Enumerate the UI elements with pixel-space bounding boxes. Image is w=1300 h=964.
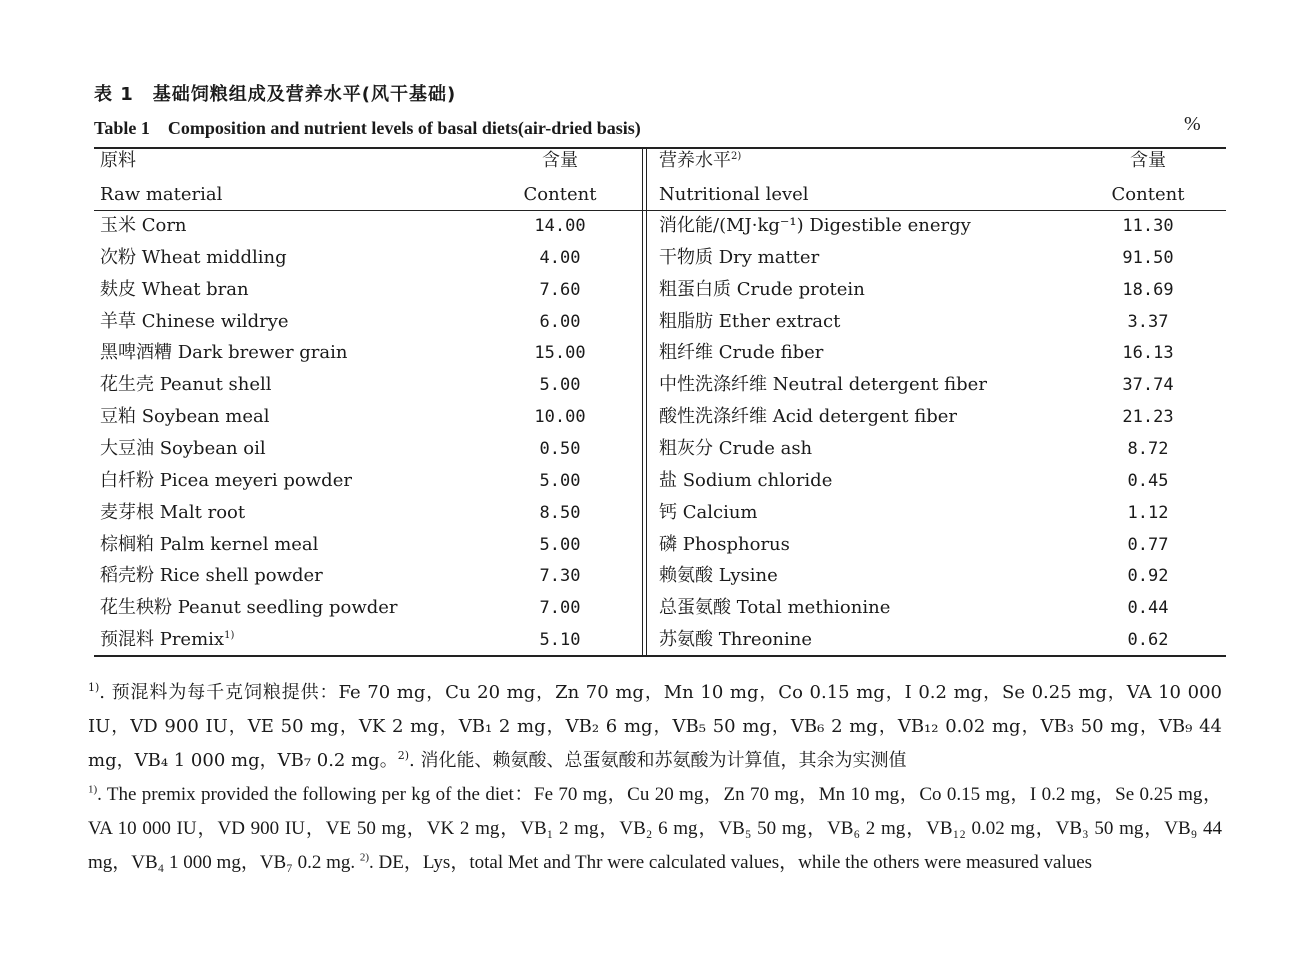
ingredient-amount-cell-text: 14.00 [534, 216, 586, 236]
ingredient-amount-cell-text: 10.00 [534, 407, 586, 427]
nutrient-level-cell [1094, 215, 1202, 237]
ingredient-cell-text: 花生秧粉 Peanut seedling powder [100, 597, 398, 618]
nutrient-level-cell [1094, 247, 1202, 269]
table-bottom-rule [94, 655, 1226, 657]
nutrient-cell-text: 钙 Calcium [659, 502, 758, 523]
nutrient-level-cell-text: 16.13 [1122, 343, 1174, 363]
footnote-cn-premix: . 预混料为每千克饲粮提供：Fe 70 mg，Cu 20 mg，Zn 70 mg，Mn 10 mg，Co 0.15 mg，I 0.2 mg，Se 0.25 mg，VA 10 000 IU，VD 900 IU，VE 50 mg，VK 2 mg，VB₁ 2 mg，VB₂ 6 mg，VB₅ 50 mg，VB₆ 2 mg，VB₁₂ 0.02 mg，VB₃ 50 mg，VB₉ 44 mg，VB₄ 1 000 mg，VB₇ 0.2 mg。 [88, 682, 1222, 771]
nutrient-level-cell-text: 37.74 [1122, 375, 1174, 395]
nutrient-level-cell-text: 0.77 [1127, 535, 1169, 555]
nutrient-cell-text: 酸性洗涤纤维 Acid detergent fiber [659, 406, 957, 427]
nutrient-level-cell [1094, 406, 1202, 428]
nutrient-cell [659, 311, 840, 333]
ingredient-cell-text: 预混料 Premix [100, 629, 225, 650]
ingredient-cell [100, 247, 287, 269]
header-nutritional-level-cn-text: 营养水平 [659, 150, 731, 171]
ingredient-amount-cell [506, 629, 614, 651]
ingredient-amount-cell-text: 4.00 [539, 248, 581, 268]
nutrient-cell-text: 粗蛋白质 Crude protein [659, 279, 865, 300]
ingredient-amount-cell [506, 215, 614, 237]
ingredient-amount-cell-text: 7.00 [539, 598, 581, 618]
nutrient-level-cell [1094, 629, 1202, 651]
footnote-marker: 2) [397, 749, 409, 762]
nutrient-level-cell [1094, 534, 1202, 556]
footnote-en-premix: . The premix provided the following per kg of the diet：Fe 70 mg，Cu 20 mg，Zn 70 mg，Mn 10 mg，Co 0.15 mg，I 0.2 mg，Se 0.25 mg，VA 10 000 IU，VD 900 IU，VE 50 mg，VK 2 mg，VB₁ 2 mg，VB₂ 6 mg，VB₅ 50 mg，VB₆ 2 mg，VB₁₂ 0.02 mg，VB₃ 50 mg，VB₉ 44 mg，VB₄ 1 000 mg，VB₇ 0.2 mg. [88, 784, 1222, 873]
ingredient-amount-cell-text: 5.00 [539, 535, 581, 555]
footnote-marker: 1) [224, 630, 235, 641]
ingredient-amount-cell [506, 406, 614, 428]
nutrient-level-cell-text: 1.12 [1127, 503, 1169, 523]
ingredient-amount-cell-text: 7.30 [539, 566, 581, 586]
header-nutritional-level-cn [659, 150, 741, 172]
table-footnotes [88, 676, 1222, 880]
nutrient-cell-text: 粗纤维 Crude fiber [659, 342, 824, 363]
ingredient-cell-text: 玉米 Corn [100, 215, 187, 236]
header-level-content-cn: 含量 [1130, 150, 1166, 171]
nutrient-cell-text: 磷 Phosphorus [659, 534, 790, 555]
nutrient-level-cell-text: 8.72 [1127, 439, 1169, 459]
footnote-en [88, 778, 1222, 880]
ingredient-amount-cell [506, 597, 614, 619]
column-group-separator [642, 149, 647, 655]
nutrient-cell [659, 279, 865, 301]
ingredient-cell [100, 374, 272, 396]
nutrient-cell-text: 盐 Sodium chloride [659, 470, 833, 491]
ingredient-amount-cell [506, 374, 614, 396]
nutrient-level-cell-text: 3.37 [1127, 312, 1169, 332]
ingredient-cell-text: 花生壳 Peanut shell [100, 374, 272, 395]
ingredient-amount-cell-text: 15.00 [534, 343, 586, 363]
footnote-marker: 2) [359, 851, 370, 864]
nutrient-cell-text: 粗灰分 Crude ash [659, 438, 813, 459]
nutrient-cell-text: 苏氨酸 Threonine [659, 629, 813, 650]
ingredient-cell [100, 406, 270, 428]
nutrient-cell [659, 565, 778, 587]
nutrient-level-cell [1094, 374, 1202, 396]
footnote-cn-calculated: . 消化能、赖氨酸、总蛋氨酸和苏氨酸为计算值，其余为实测值 [409, 750, 907, 771]
ingredient-amount-cell [506, 247, 614, 269]
table-title-cn: 表 1 基础饲粮组成及营养水平(风干基础) [94, 84, 457, 105]
nutrient-level-cell-text: 0.92 [1127, 566, 1169, 586]
header-raw-material-en: Raw material [100, 184, 223, 205]
ingredient-cell [100, 470, 352, 492]
ingredient-cell-text: 棕榈粕 Palm kernel meal [100, 534, 319, 555]
unit-label: % [1184, 113, 1201, 135]
ingredient-amount-cell [506, 470, 614, 492]
nutrient-cell-text: 中性洗涤纤维 Neutral detergent fiber [659, 374, 987, 395]
footnote-cn [88, 676, 1222, 778]
nutrient-level-cell [1094, 342, 1202, 364]
nutrient-cell [659, 374, 987, 396]
ingredient-cell [100, 342, 348, 364]
header-content-en: Content [523, 184, 597, 205]
footnote-en-calculated: . DE，Lys，total Met and Thr were calculated values，while the others were measured values [369, 852, 1093, 873]
nutrient-level-cell-text: 0.44 [1127, 598, 1169, 618]
ingredient-amount-cell [506, 342, 614, 364]
composition-table [94, 147, 1226, 657]
ingredient-cell-text: 豆粕 Soybean meal [100, 406, 270, 427]
nutrient-level-cell [1094, 470, 1202, 492]
table-top-rule [94, 147, 1226, 149]
ingredient-cell-text: 麦芽根 Malt root [100, 502, 246, 523]
ingredient-amount-cell-text: 8.50 [539, 503, 581, 523]
nutrient-cell [659, 597, 890, 619]
header-raw-material-cn: 原料 [100, 150, 136, 171]
nutrient-cell-text: 总蛋氨酸 Total methionine [659, 597, 891, 618]
ingredient-cell [100, 565, 323, 587]
ingredient-amount-cell [506, 311, 614, 333]
ingredient-cell [100, 438, 266, 460]
nutrient-cell [659, 247, 819, 269]
nutrient-cell-text: 赖氨酸 Lysine [659, 565, 778, 586]
nutrient-level-cell [1094, 311, 1202, 333]
ingredient-cell [100, 534, 318, 556]
nutrient-level-cell-text: 0.45 [1127, 471, 1169, 491]
header-content-cn: 含量 [542, 150, 578, 171]
nutrient-cell [659, 215, 971, 237]
nutrient-level-cell-text: 91.50 [1122, 248, 1174, 268]
nutrient-level-cell [1094, 279, 1202, 301]
ingredient-cell-text: 白杄粉 Picea meyeri powder [100, 470, 352, 491]
ingredient-amount-cell-text: 5.00 [539, 375, 581, 395]
ingredient-cell [100, 502, 245, 524]
nutrient-cell [659, 342, 823, 364]
footnote-marker: 1) [88, 783, 98, 796]
ingredient-cell-text: 羊草 Chinese wildrye [100, 311, 289, 332]
nutrient-cell [659, 406, 957, 428]
ingredient-cell-text: 稻壳粉 Rice shell powder [100, 565, 323, 586]
ingredient-amount-cell [506, 438, 614, 460]
nutrient-level-cell-text: 18.69 [1122, 280, 1174, 300]
nutrient-cell [659, 534, 790, 556]
ingredient-cell [100, 311, 289, 333]
nutrient-cell-text: 干物质 Dry matter [659, 247, 820, 268]
ingredient-cell-text: 次粉 Wheat middling [100, 247, 287, 268]
ingredient-cell [100, 597, 398, 619]
ingredient-amount-cell [506, 534, 614, 556]
ingredient-cell [100, 215, 187, 237]
ingredient-cell [100, 629, 234, 651]
table-title-en: Table 1 Composition and nutrient levels of basal diets(air-dried basis) [94, 118, 641, 138]
nutrient-level-cell [1094, 502, 1202, 524]
nutrient-cell [659, 438, 812, 460]
nutrient-cell [659, 629, 812, 651]
ingredient-cell-text: 黑啤酒糟 Dark brewer grain [100, 342, 348, 363]
nutrient-level-cell-text: 11.30 [1122, 216, 1174, 236]
nutrient-level-cell-text: 0.62 [1127, 630, 1169, 650]
ingredient-amount-cell [506, 502, 614, 524]
nutrient-cell-text: 消化能/(MJ·kg⁻¹) Digestible energy [659, 215, 971, 236]
table-header-rule [94, 210, 1226, 211]
nutrient-cell [659, 470, 832, 492]
header-nutritional-level-en: Nutritional level [659, 184, 809, 205]
ingredient-amount-cell [506, 565, 614, 587]
nutrient-cell-text: 粗脂肪 Ether extract [659, 311, 841, 332]
ingredient-amount-cell-text: 0.50 [539, 439, 581, 459]
ingredient-cell-text: 大豆油 Soybean oil [100, 438, 266, 459]
ingredient-amount-cell [506, 279, 614, 301]
ingredient-amount-cell-text: 6.00 [539, 312, 581, 332]
header-level-content-en: Content [1111, 184, 1185, 205]
ingredient-amount-cell-text: 5.10 [539, 630, 581, 650]
nutrient-cell [659, 502, 757, 524]
ingredient-amount-cell-text: 5.00 [539, 471, 581, 491]
ingredient-cell [100, 279, 249, 301]
ingredient-amount-cell-text: 7.60 [539, 280, 581, 300]
nutrient-level-cell [1094, 438, 1202, 460]
nutrient-level-cell [1094, 565, 1202, 587]
footnote-marker: 1) [88, 681, 100, 694]
ingredient-cell-text: 麸皮 Wheat bran [100, 279, 249, 300]
nutrient-level-cell-text: 21.23 [1122, 407, 1174, 427]
nutrient-level-cell [1094, 597, 1202, 619]
footnote-marker: 2) [731, 151, 742, 162]
